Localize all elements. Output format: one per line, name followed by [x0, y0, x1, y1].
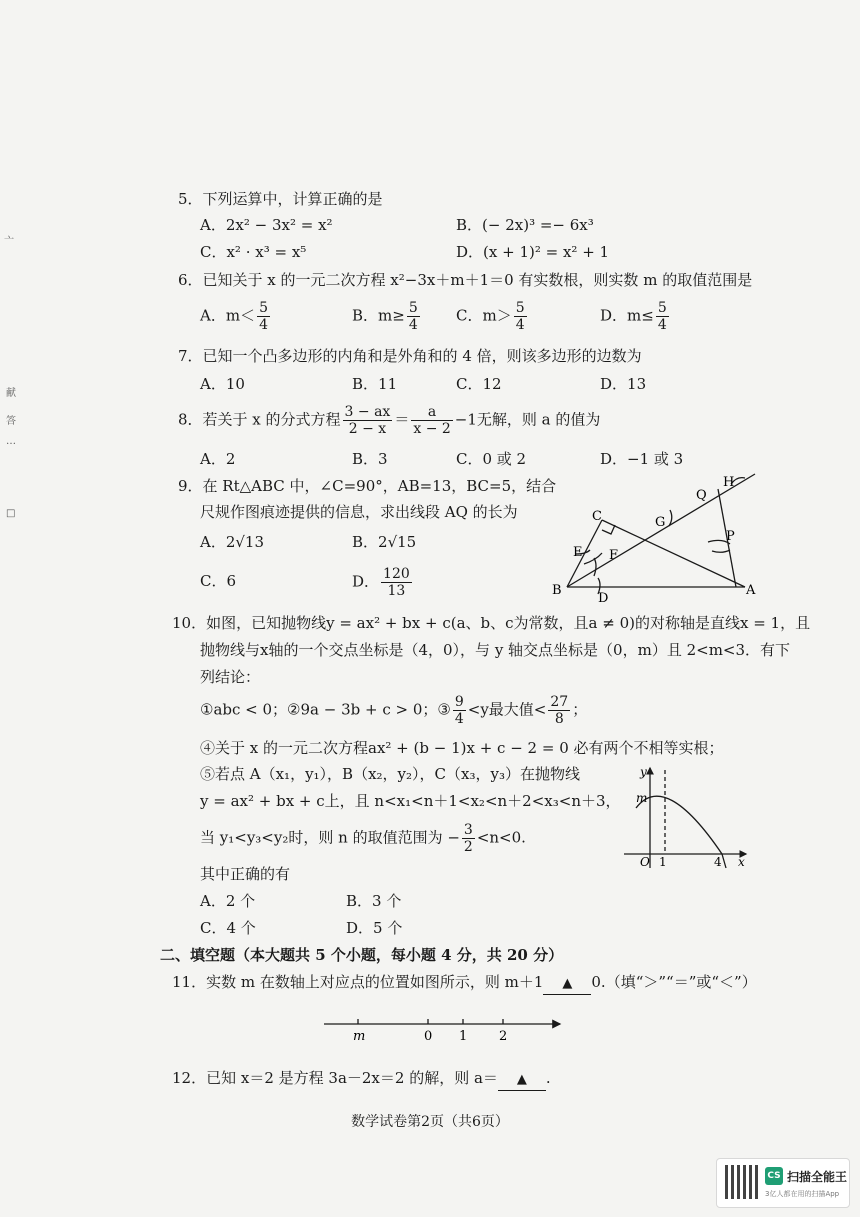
q12-stem	[172, 1068, 551, 1091]
q5-option-a: A．2x² − 3x² = x²	[200, 216, 333, 234]
fraction: $\frac{3}{2}$	[463, 822, 473, 855]
margin-mark: 亠	[4, 236, 14, 247]
margin-mark: 献	[6, 388, 16, 399]
right-angle-mark	[602, 525, 615, 534]
q10-option-d: D．5 个	[346, 919, 403, 937]
q10-conclusion-1-3	[200, 694, 587, 727]
q6-option-a-label: A．m＜	[200, 306, 256, 325]
arc-mark	[594, 558, 596, 576]
section-2-heading: 二、填空题（本大题共 5 个小题，每小题 4 分，共 20 分）	[160, 946, 564, 964]
q6-option-c-label: C．m＞	[456, 306, 512, 325]
q6-option-b-label: B．m≥	[352, 306, 405, 325]
scanner-watermark-badge	[716, 1158, 850, 1208]
label-b: B	[552, 583, 562, 598]
fraction: $\frac{9}{4}$	[454, 694, 464, 727]
m-label: m	[636, 791, 648, 805]
q10-ask: 其中正确的有	[200, 865, 291, 883]
q11-stem-pre: 11．实数 m 在数轴上对应点的位置如图所示，则 m＋1	[172, 973, 544, 991]
fraction: $\frac{5}{4}$	[259, 300, 268, 333]
q10-conclusion-4: ④关于 x 的一元二次方程ax² + (b − 1)x + c − 2 = 0 必有两个不相等实根；	[200, 739, 724, 757]
q9-triangle-figure	[540, 470, 770, 610]
q6-option-d	[600, 300, 671, 333]
margin-mark: □	[6, 508, 16, 519]
label-f: F	[609, 548, 619, 563]
label-0: 0	[424, 1029, 433, 1044]
badge-title: 扫描全能王	[787, 1170, 848, 1184]
q8-option-c: C．0 或 2	[456, 450, 527, 468]
q8-option-d: D．−1 或 3	[600, 450, 684, 468]
q10-stem-line1: 10．如图，已知抛物线y = ax² + bx + c(a、b、c为常数，且a ≠ 0)的对称轴是直线x = 1，且	[172, 614, 811, 632]
q8-stem	[178, 404, 600, 437]
q6-option-a	[200, 300, 272, 333]
answer-blank	[498, 1068, 546, 1091]
q11-stem	[172, 972, 757, 995]
q7-option-b: B．11	[352, 375, 398, 393]
fraction: $\frac{27}{8}$	[550, 694, 569, 727]
q6-option-d-label: D．m≤	[600, 306, 654, 325]
q12-stem-post: .	[545, 1069, 551, 1087]
label-p: P	[726, 529, 735, 544]
label-q: Q	[696, 488, 707, 503]
fraction: $\frac{a}{x - 2}$	[413, 404, 451, 437]
q6-stem: 6．已知关于 x 的一元二次方程 x²−3x＋m＋1＝0 有实数根，则实数 m 的取值范围是	[178, 271, 753, 289]
margin-mark: 答	[6, 416, 16, 427]
q11-number-line	[320, 1010, 570, 1046]
qr-code-icon	[725, 1165, 759, 1199]
q7-option-c: C．12	[456, 375, 502, 393]
fraction: $\frac{5}{4}$	[515, 300, 525, 333]
q10-conclusion-text: <y最大值<	[467, 700, 547, 719]
q5-stem: 5．下列运算中，计算正确的是	[178, 190, 383, 208]
q8-stem-pre: 8．若关于 x 的分式方程	[178, 410, 341, 429]
tick-1-label: 1	[659, 855, 667, 869]
fraction: $\frac{3 - ax}{2 - x}$	[344, 404, 391, 437]
q9-option-a: A．2√13	[200, 533, 265, 551]
q9-option-b: B．2√15	[352, 533, 417, 551]
label-d: D	[598, 591, 609, 606]
fraction: $\frac{5}{4}$	[408, 300, 418, 333]
label-1: 1	[459, 1029, 468, 1044]
q9-option-c: C．6	[200, 572, 237, 590]
q9-option-d	[352, 566, 414, 599]
label-e: E	[573, 545, 583, 560]
q8-option-b: B．3	[352, 450, 388, 468]
tick-4-label: 4	[714, 855, 722, 869]
cs-logo-icon: CS	[765, 1167, 783, 1185]
label-2: 2	[499, 1029, 508, 1044]
page-footer: 数学试卷第2页（共6页）	[351, 1114, 509, 1130]
x-label: x	[738, 855, 745, 869]
q9-stem-line2: 尺规作图痕迹提供的信息，求出线段 AQ 的长为	[200, 503, 518, 521]
q10-stem-line3: 列结论：	[200, 668, 261, 686]
fraction: $\frac{120}{13}$	[383, 566, 410, 599]
q10-conclusion-5-line3	[200, 822, 526, 855]
badge-subtitle: 3亿人都在用的扫描App	[765, 1190, 840, 1198]
q10-conclusion-text: <n<0.	[476, 828, 526, 847]
q10-option-a: A．2 个	[200, 892, 256, 910]
q8-stem-post: −1无解，则 a 的值为	[454, 410, 601, 429]
q10-option-c: C．4 个	[200, 919, 256, 937]
label-g: G	[655, 515, 666, 530]
q10-conclusion-5-line2: y = ax² + bx + c上，且 n<x₁<n＋1<x₂<n＋2<x₃<n＋3，	[200, 792, 621, 810]
arc-mark	[584, 553, 602, 564]
q7-stem: 7．已知一个凸多边形的内角和是外角和的 4 倍，则该多边形的边数为	[178, 347, 642, 365]
q6-option-b	[352, 300, 422, 333]
label-a: A	[746, 583, 756, 598]
answer-blank	[543, 972, 591, 995]
label-m: m	[353, 1029, 366, 1044]
label-h: H	[723, 475, 735, 490]
q8-option-a: A．2	[200, 450, 236, 468]
y-label: y	[640, 765, 647, 779]
q10-parabola-graph	[618, 762, 753, 872]
q5-option-d: D．(x + 1)² = x² + 1	[456, 243, 610, 261]
q6-option-c	[456, 300, 529, 333]
label-c: C	[592, 509, 602, 524]
q10-conclusion-text: ①abc < 0；②9a − 3b + c > 0；③	[200, 700, 451, 719]
q10-option-b: B．3 个	[346, 892, 402, 910]
equals-sign: ＝	[394, 410, 410, 429]
q9-stem-line1: 9．在 Rt△ABC 中，∠C=90°，AB=13，BC=5，结合	[178, 477, 557, 495]
arc-mark	[712, 550, 730, 552]
q5-option-c: C．x² · x³ = x⁵	[200, 243, 307, 261]
q5-option-b: B．(− 2x)³ =− 6x³	[456, 216, 594, 234]
q10-conclusion-5-line1: ⑤若点 A（x₁，y₁），B（x₂，y₂），C（x₃，y₃）在抛物线	[200, 765, 580, 783]
q10-stem-line2: 抛物线与x轴的一个交点坐标是（4，0），与 y 轴交点坐标是（0，m）且 2<m<3．有下	[200, 641, 791, 659]
q10-conclusion-text: 当 y₁<y₃<y₂时，则 n 的取值范围为 −	[200, 828, 460, 847]
triangle-mark: ▲	[516, 1072, 527, 1087]
q12-stem-pre: 12．已知 x＝2 是方程 3a－2x＝2 的解，则 a＝	[172, 1069, 498, 1087]
margin-mark: …	[6, 436, 16, 447]
q7-option-a: A．10	[200, 375, 245, 393]
origin-label: O	[640, 855, 650, 869]
q10-conclusion-text: ；	[572, 700, 588, 719]
q9-option-d-label: D．	[352, 572, 380, 591]
q11-stem-post: 0.（填“＞”“＝”或“＜”）	[591, 973, 757, 991]
q7-option-d: D．13	[600, 375, 647, 393]
triangle-mark: ▲	[562, 976, 573, 991]
fraction: $\frac{5}{4}$	[657, 300, 667, 333]
